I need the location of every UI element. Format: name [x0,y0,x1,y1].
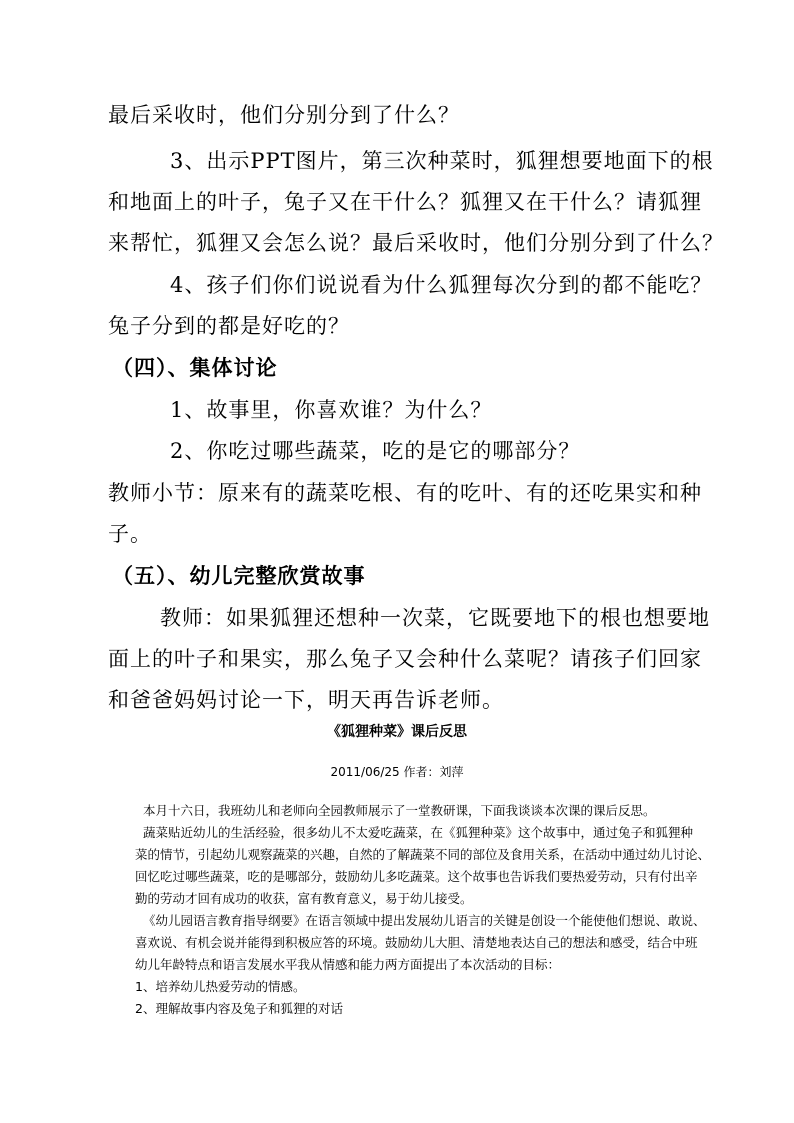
reflection-p3-line-3: 幼儿年龄特点和语言发展水平我从情感和能力两方面提出了本次活动的目标： [135,957,561,972]
item-4-line-1: 4、孩子们你们说说看为什么狐狸每次分到的都不能吃？ [170,273,713,297]
teacher-line-3: 和爸爸妈妈讨论一下，明天再告诉老师。 [108,688,504,712]
summary-line-2: 子。 [108,522,152,546]
item-3-line-2: 和地面上的叶子，兔子又在干什么？狐狸又在干什么？请狐狸 [108,190,702,214]
question-1: 1、故事里，你喜欢谁？为什么？ [170,398,493,422]
goal-2: 2、理解故事内容及兔子和狐狸的对话 [135,1001,343,1016]
reflection-paragraph-1: 本月十六日，我班幼儿和老师向全园教师展示了一堂教研课，下面我谈谈本次课的课后反思。 [143,803,656,818]
teacher-line-2: 面上的叶子和果实，那么兔子又会种什么菜呢？请孩子们回家 [108,647,702,671]
teacher-line-1: 教师：如果狐狸还想种一次菜，它既要地下的根也想要地 [160,606,710,630]
section-4-heading: （四）、集体讨论 [112,355,278,380]
reflection-meta: 2011/06/25 作者：刘萍 [330,765,464,779]
summary-line-1: 教师小节：原来有的蔬菜吃根、有的吃叶、有的还吃果实和种 [108,481,702,505]
lesson-line: 最后采收时，他们分别分到了什么？ [108,103,460,127]
reflection-p2-line-1: 蔬菜贴近幼儿的生活经验，很多幼儿不太爱吃蔬菜，在《狐狸种菜》这个故事中，通过兔子和狐狸种 [143,825,694,840]
reflection-title: 《狐狸种菜》课后反思 [327,724,467,740]
reflection-p2-line-4: 勤的劳动才回有成功的收获，富有教育意义，易于幼儿接受。 [135,891,473,906]
reflection-p3-line-1: 《幼儿园语言教育指导纲要》在语言领域中提出发展幼儿语言的关键是创设一个能使他们想说、敢说、 [143,913,706,928]
question-2: 2、你吃过哪些蔬菜，吃的是它的哪部分？ [170,439,581,463]
reflection-p2-line-3: 回忆吃过哪些蔬菜，吃的是哪部分，鼓励幼儿多吃蔬菜。这个故事也告诉我们要热爱劳动，只有付出辛 [135,869,698,884]
section-5-heading: （五）、幼儿完整欣赏故事 [112,563,366,588]
reflection-p3-line-2: 喜欢说、有机会说并能得到积极应答的环境。鼓励幼儿大胆、清楚地表达自己的想法和感受，结合中班 [135,935,698,950]
goal-1: 1、培养幼儿热爱劳动的情感。 [135,979,306,994]
item-4-line-2: 兔子分到的都是好吃的？ [108,314,350,338]
reflection-p2-line-2: 菜的情节，引起幼儿观察蔬菜的兴趣，自然的了解蔬菜不同的部位及食用关系，在活动中通过幼儿讨论、 [135,847,711,862]
item-3-line-3: 来帮忙，狐狸又会怎么说？最后采收时，他们分别分到了什么？ [108,231,724,255]
item-3-line-1: 3、出示PPT图片，第三次种菜时，狐狸想要地面下的根 [170,149,714,173]
